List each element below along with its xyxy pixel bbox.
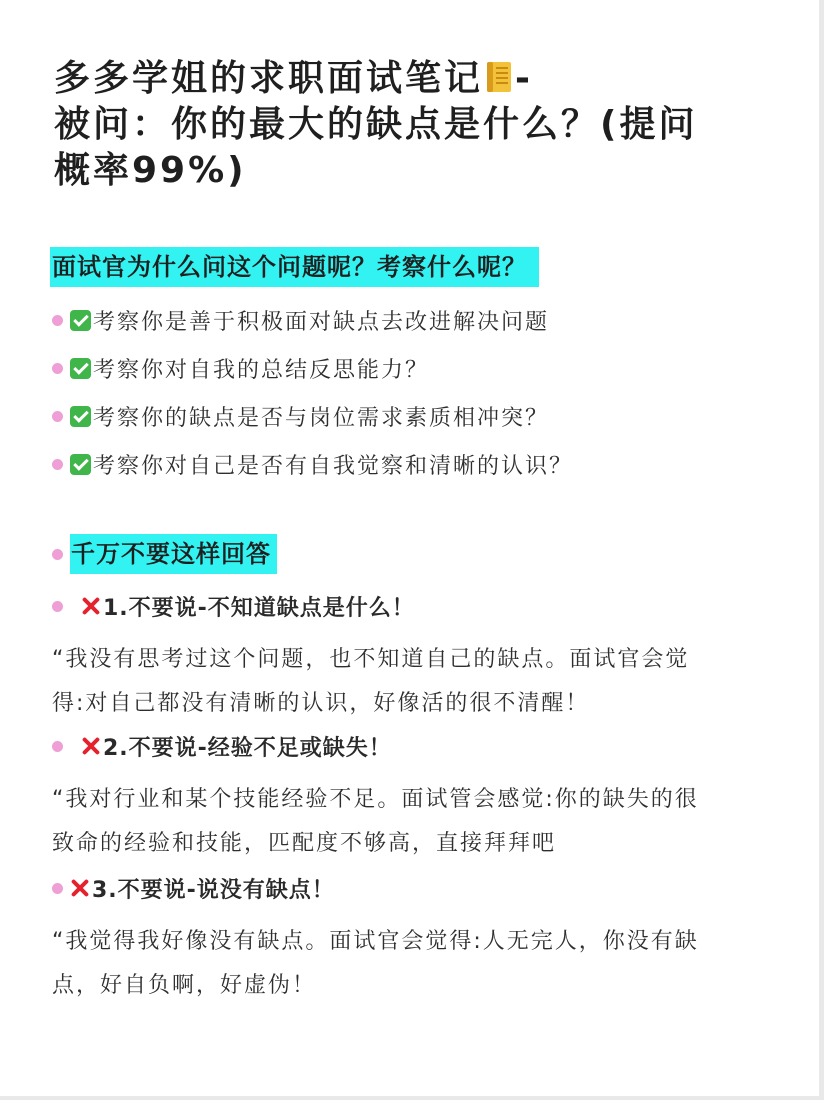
check-mark-icon: [70, 358, 91, 379]
paragraph-line: 点，好自负啊，好虚伪！: [52, 973, 317, 998]
page-edge-right: [819, 0, 824, 1100]
section-heading-why-ask: 面试官为什么问这个问题呢？考察什么呢？: [50, 247, 539, 287]
list-item-text: 考察你的缺点是否与岗位需求素质相冲突？: [93, 405, 550, 431]
dont-item-1-title: 1.不要说-不知道缺点是什么！: [103, 595, 415, 621]
title-line-3: 概率99%): [54, 150, 247, 191]
cross-mark-icon: [81, 596, 101, 616]
list-item: [52, 440, 792, 488]
title-line-2: 被问：你的最大的缺点是什么？(提问: [54, 104, 698, 145]
notebook-icon: [485, 61, 513, 93]
list-item-text: 考察你是善于积极面对缺点去改进解决问题: [93, 309, 550, 335]
paragraph-line: “我没有思考过这个问题，也不知道自己的缺点。面试官会觉: [52, 647, 690, 672]
list-item: [52, 392, 792, 440]
title-line-1-suffix: -: [515, 58, 533, 99]
dont-item-2-title: 2.不要说-经验不足或缺失！: [103, 735, 392, 761]
check-mark-icon: [70, 406, 91, 427]
title-line-1: [54, 56, 774, 102]
paragraph-line: 致命的经验和技能，匹配度不够高，直接拜拜吧: [52, 831, 557, 856]
list-item: [52, 296, 792, 344]
cross-mark-icon: [81, 736, 101, 756]
pink-dot-icon: [52, 601, 63, 612]
pink-dot-icon: [52, 883, 63, 894]
paragraph-line: 得:对自己都没有清晰的认识，好像活的很不清醒！: [52, 691, 590, 716]
pink-dot-icon: [52, 315, 63, 326]
paragraph-line: “我对行业和某个技能经验不足。面试管会感觉:你的缺失的很: [52, 787, 699, 812]
pink-dot-icon: [52, 549, 63, 560]
cross-mark-icon: [70, 878, 90, 898]
dont-item-1-explanation: [52, 638, 782, 726]
dont-item-2-heading: [52, 726, 392, 766]
check-mark-icon: [70, 454, 91, 475]
pink-dot-icon: [52, 363, 63, 374]
paragraph-line: “我觉得我好像没有缺点。面试官会觉得:人无完人，你没有缺: [52, 929, 699, 954]
evaluation-points-list: [52, 296, 792, 488]
check-mark-icon: [70, 310, 91, 331]
list-item: [52, 344, 792, 392]
dont-item-1-heading: [52, 586, 415, 626]
list-item-text: 考察你对自我的总结反思能力？: [93, 357, 430, 383]
dont-item-3-title: 3.不要说-说没有缺点！: [92, 877, 335, 903]
page-title: [54, 56, 774, 194]
pink-dot-icon: [52, 459, 63, 470]
dont-item-3-explanation: [52, 920, 782, 1008]
pink-dot-icon: [52, 411, 63, 422]
title-line-1-text: 多多学姐的求职面试笔记: [54, 58, 484, 99]
section-heading-text: 千万不要这样回答: [70, 534, 277, 574]
list-item-text: 考察你对自己是否有自我觉察和清晰的认识？: [93, 453, 574, 479]
dont-item-2-explanation: [52, 778, 782, 866]
section-heading-dont-answer: [52, 534, 277, 574]
dont-item-3-heading: [52, 868, 335, 908]
pink-dot-icon: [52, 741, 63, 752]
page-edge-bottom: [0, 1096, 824, 1100]
